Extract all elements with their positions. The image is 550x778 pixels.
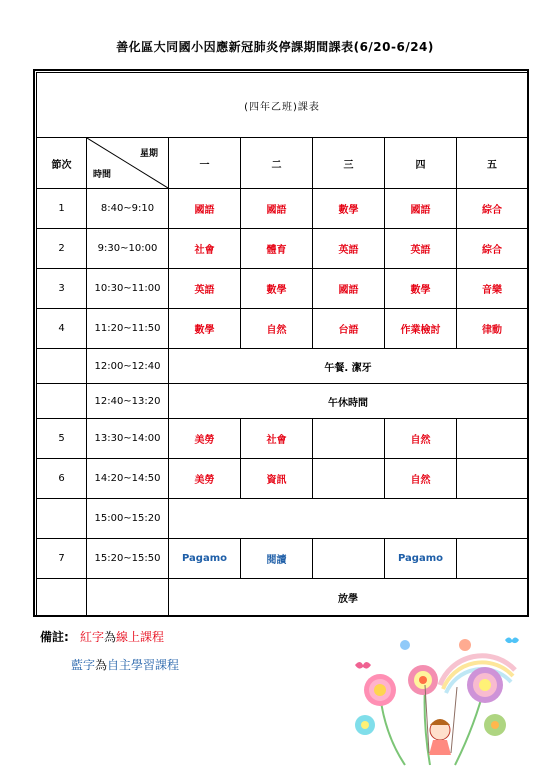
period-number: 4 [37,309,87,349]
subject-cell: 律動 [457,309,528,349]
notes-online-line [80,628,164,645]
subject-cell: 作業檢討 [385,309,457,349]
subject-cell: 國語 [241,189,313,229]
red-word: 紅字 [80,630,105,644]
period-time: 11:20~11:50 [87,309,169,349]
subject-cell: 體育 [241,229,313,269]
table-row [37,269,528,309]
dismissal-cell: 放學 [169,579,528,616]
lunch-cell: 午餐. 潔牙 [169,349,528,384]
subject-cell: 社會 [241,419,313,459]
corner-header-cell [87,138,169,189]
break-cell [169,499,528,539]
period-time: 15:00~15:20 [87,499,169,539]
subject-cell: 數學 [313,189,385,229]
subject-cell: 國語 [385,189,457,229]
period-time [87,579,169,616]
subject-cell: 英語 [385,229,457,269]
subject-cell: 資訊 [241,459,313,499]
period-number [37,384,87,419]
subject-cell: 自然 [241,309,313,349]
period-time: 10:30~11:00 [87,269,169,309]
table-row [37,539,528,579]
subject-cell: 綜合 [457,189,528,229]
day-header-fri: 五 [457,138,528,189]
subject-cell [313,459,385,499]
subject-cell: 國語 [169,189,241,229]
subject-cell: 數學 [241,269,313,309]
period-time: 13:30~14:00 [87,419,169,459]
notes-label: 備註: [40,630,69,644]
period-number: 6 [37,459,87,499]
table-row [37,499,528,539]
subject-cell: 台語 [313,309,385,349]
document-heading: 善化區大同國小因應新冠肺炎停課期間課表(6/20-6/24) [116,40,434,54]
day-header-mon: 一 [169,138,241,189]
period-time: 15:20~15:50 [87,539,169,579]
period-number [37,579,87,616]
day-header-tue: 二 [241,138,313,189]
day-header-wed: 三 [313,138,385,189]
period-time: 12:40~13:20 [87,384,169,419]
subject-cell [313,419,385,459]
subject-cell: 社會 [169,229,241,269]
subject-cell: 國語 [313,269,385,309]
weekday-header-label: 星期 [139,149,158,159]
period-number: 7 [37,539,87,579]
period-time: 12:00~12:40 [87,349,169,384]
period-number: 3 [37,269,87,309]
period-time: 8:40~9:10 [87,189,169,229]
online-course-text: 線上課程 [116,630,165,644]
table-row [37,309,528,349]
subject-cell: 英語 [313,229,385,269]
period-header: 節次 [37,138,87,189]
subject-cell: 數學 [385,269,457,309]
flower-garden-illustration [345,625,520,770]
subject-cell: 自然 [385,419,457,459]
blue-word: 藍字 [71,658,96,672]
header-row [37,138,528,189]
connector-text: 為 [104,630,117,644]
subject-cell: 數學 [169,309,241,349]
subject-cell: 美勞 [169,419,241,459]
period-number: 1 [37,189,87,229]
period-number: 2 [37,229,87,269]
self-study-text: 自主學習課程 [107,658,180,672]
subject-cell: 綜合 [457,229,528,269]
class-title: (四年乙班)課表 [37,73,528,138]
table-row [37,229,528,269]
period-number: 5 [37,419,87,459]
subject-cell: 英語 [169,269,241,309]
subject-cell [457,539,528,579]
subject-cell [313,539,385,579]
subject-cell: Pagamo [169,539,241,579]
subject-cell: 美勞 [169,459,241,499]
table-row [37,579,528,616]
schedule-table [36,72,528,616]
subject-cell: 音樂 [457,269,528,309]
connector-text: 為 [95,658,108,672]
table-row [37,459,528,499]
subject-cell: Pagamo [385,539,457,579]
notes-self-study-line [71,656,179,673]
time-header-label: 時間 [93,170,112,180]
subject-cell: 閱讀 [241,539,313,579]
subject-cell: 自然 [385,459,457,499]
subject-cell [457,459,528,499]
period-time: 14:20~14:50 [87,459,169,499]
table-row [37,384,528,419]
table-row [37,419,528,459]
subject-cell [457,419,528,459]
table-row [37,349,528,384]
nap-cell: 午休時間 [169,384,528,419]
table-row [37,189,528,229]
period-number [37,499,87,539]
title-row [37,73,528,138]
period-number [37,349,87,384]
period-time: 9:30~10:00 [87,229,169,269]
day-header-thu: 四 [385,138,457,189]
